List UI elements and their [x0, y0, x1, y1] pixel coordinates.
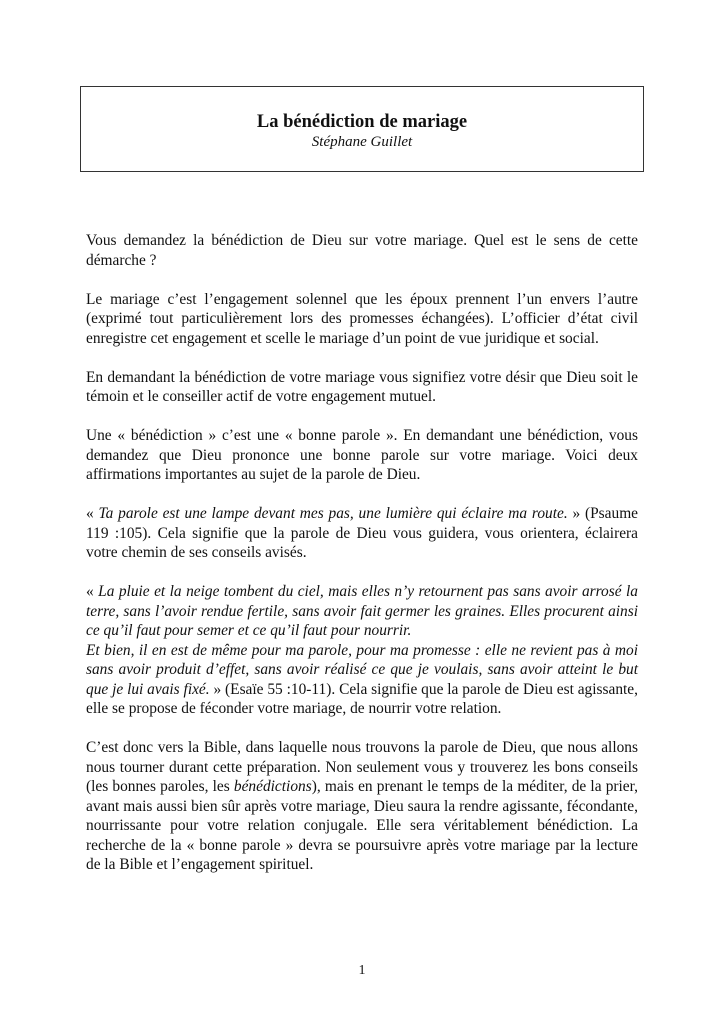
conclusion-emphasis: bénédictions	[233, 778, 312, 795]
paragraph-bible-conclusion	[86, 738, 638, 875]
paragraph-blessing-request: En demandant la bénédiction de votre mariage vous signifiez votre désir que Dieu soit le témoin et le conseiller actif de votre engagement mutuel.	[86, 368, 638, 405]
paragraph-isaiah-quote-part1	[86, 582, 638, 641]
paragraph-intro: Vous demandez la bénédiction de Dieu sur votre mariage. Quel est le sens de cette démarche ?	[86, 232, 638, 269]
document-author: Stéphane Guillet	[311, 134, 413, 150]
isaiah-quote-text-2: Et bien, il en est de même pour ma parole, pour ma promesse : elle ne revient pas à moi sans avoir produit d’effet, sans avoir réalisé ce que je voulais, sans avoir atteint le but que je lui avais fixé.	[86, 641, 638, 698]
quote-open: «	[86, 505, 99, 522]
paragraph-marriage-definition: Le mariage c’est l’engagement solennel que les époux prennent l’un envers l’autre (exprimé tout particulièrement lors des promesses échangées). L’officier d’état civil enregistre cet engagement et scelle le mariage d’un point de vue juridique et social.	[86, 290, 638, 347]
title-box	[80, 86, 644, 172]
quote-open: «	[86, 583, 99, 600]
isaiah-quote-commentary: » (Esaïe 55 :10-11). Cela signifie que la parole de Dieu est agissante, elle se propose de féconder votre mariage, de nourrir votre relation.	[86, 680, 638, 717]
psalm-quote-commentary: » (Psaume 119 :105). Cela signifie que la parole de Dieu vous guidera, vous orientera, éclairera votre chemin de ses conseils avisés.	[86, 505, 639, 561]
paragraph-psalm-quote	[86, 504, 638, 563]
paragraph-good-word: Une « bénédiction » c’est une « bonne parole ». En demandant une bénédiction, vous demandez que Dieu prononce une bonne parole sur votre mariage. Voici deux affirmations importantes au sujet de la parole de Dieu.	[86, 427, 638, 483]
page-number: 1	[358, 963, 366, 978]
conclusion-text-before: C’est donc vers la Bible, dans laquelle nous trouvons la parole de Dieu, que nous allons nous tourner durant cette préparation. Non seulement vous y trouverez les bons conseils (les bonnes paroles, les	[86, 739, 638, 795]
document-body	[86, 231, 638, 894]
isaiah-quote-text-1: La pluie et la neige tombent du ciel, mais elles n’y retournent pas sans avoir arrosé la terre, sans l’avoir rendue fertile, sans avoir fait germer les graines. Elles procurent ainsi ce qu’il faut pour semer et ce qu’il faut pour nourrir.	[86, 583, 638, 639]
psalm-quote-text: Ta parole est une lampe devant mes pas, une lumière qui éclaire ma route.	[98, 505, 568, 522]
document-title: La bénédiction de mariage	[256, 112, 468, 132]
conclusion-text-after: ), mais en prenant le temps de la méditer, de la prier, avant mais aussi bien sûr après votre mariage, Dieu saura la rendre agissante, fécondante, nourrissante pour votre relation conjugale. Elle sera véritablement bénédiction. La recherche de la « bonne parole » devra se poursuivre après votre mariage par la lecture de la Bible et l’engagement spirituel.	[86, 778, 638, 873]
paragraph-isaiah-quote-part2	[86, 641, 638, 719]
